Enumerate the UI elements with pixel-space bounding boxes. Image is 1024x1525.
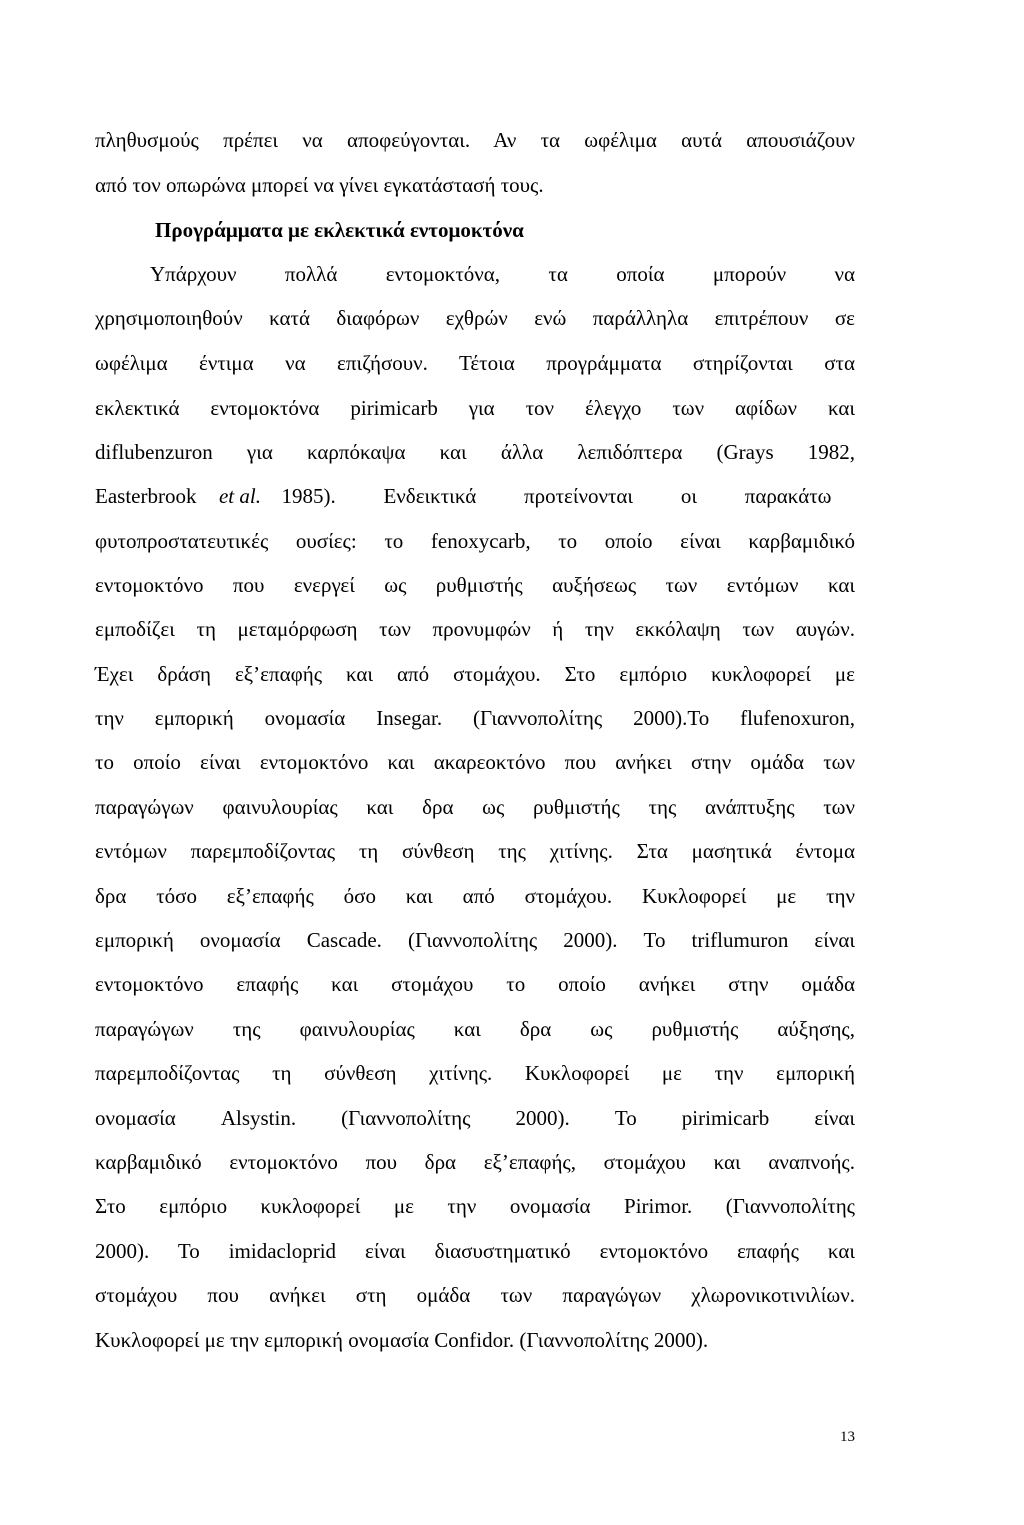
text-line: παραγώγων της φαινυλουρίας και δρα ως ρυθμιστής αύξησης, [95, 1017, 855, 1041]
text-line: 2000). Το imidacloprid είναι διασυστηματικό εντομοκτόνο επαφής και [95, 1239, 855, 1263]
text-line: ονομασία Alsystin. (Γιαννοπολίτης 2000). Το pirimicarb είναι [95, 1106, 855, 1130]
text-line: στομάχου που ανήκει στη ομάδα των παραγώγων χλωρονικοτινιλίων. [95, 1283, 855, 1307]
text-line: δρα τόσο εξ’επαφής όσο και από στομάχου. Κυκλοφορεί με την [95, 884, 855, 908]
text-line: παραγώγων φαινυλουρίας και δρα ως ρυθμιστής της ανάπτυξης των [95, 795, 855, 819]
text-line: χρησιμοποιηθούν κατά διαφόρων εχθρών ενώ παράλληλα επιτρέπουν σε [95, 306, 855, 330]
text-segment: Easterbrook [95, 484, 197, 508]
text-line: εντόμων παρεμποδίζοντας τη σύνθεση της χιτίνης. Στα μασητικά έντομα [95, 839, 855, 863]
text-line: καρβαμιδικό εντομοκτόνο που δρα εξ’επαφής, στομάχου και αναπνοής. [95, 1150, 855, 1174]
text-line: εκλεκτικά εντομοκτόνα pirimicarb για τον έλεγχο των αφίδων και [95, 396, 855, 420]
page-number: 13 [840, 1429, 855, 1445]
text-line: φυτοπροστατευτικές ουσίες: το fenoxycarb, το οποίο είναι καρβαμιδικό [95, 529, 855, 553]
text-line: πληθυσμούς πρέπει να αποφεύγονται. Αν τα ωφέλιμα αυτά απουσιάζουν [95, 128, 855, 152]
text-line: την εμπορική ονομασία Insegar. (Γιαννοπολίτης 2000).Το flufenoxuron, [95, 706, 855, 730]
text-line: Υπάρχουν πολλά εντομοκτόνα, τα οποία μπορούν να [150, 262, 855, 286]
text-line: εντομοκτόνο που ενεργεί ως ρυθμιστής αυξήσεως των εντόμων και [95, 573, 855, 597]
section-heading: Προγράμματα με εκλεκτικά εντομοκτόνα [155, 218, 524, 242]
text-line: το οποίο είναι εντομοκτόνο και ακαρεοκτόνο που ανήκει στην ομάδα των [95, 750, 855, 774]
text-line: Έχει δράση εξ’επαφής και από στομάχου. Στο εμπόριο κυκλοφορεί με [95, 662, 855, 686]
text-line: εμποδίζει τη μεταμόρφωση των προνυμφών ή την εκκόλαψη των αυγών. [95, 617, 855, 641]
text-segment: 1985). Ενδεικτικά προτείνονται οι παρακάτω [281, 484, 832, 508]
text-line: από τον οπωρώνα μπορεί να γίνει εγκατάστασή τους. [95, 173, 544, 197]
text-italic-segment: et al. [218, 484, 261, 508]
text-line-mixed [95, 481, 855, 511]
text-line: εντομοκτόνο επαφής και στομάχου το οποίο ανήκει στην ομάδα [95, 972, 855, 996]
text-line: ωφέλιμα έντιμα να επιζήσουν. Τέτοια προγράμματα στηρίζονται στα [95, 351, 855, 375]
text-line: εμπορική ονομασία Cascade. (Γιαννοπολίτης 2000). Το triflumuron είναι [95, 928, 855, 952]
text-line: diflubenzuron για καρπόκαψα και άλλα λεπιδόπτερα (Grays 1982, [95, 440, 855, 464]
text-line: Στο εμπόριο κυκλοφορεί με την ονομασία Pirimor. (Γιαννοπολίτης [95, 1194, 855, 1218]
text-line: παρεμποδίζοντας τη σύνθεση χιτίνης. Κυκλοφορεί με την εμπορική [95, 1061, 855, 1085]
text-line: Κυκλοφορεί με την εμπορική ονομασία Confidor. (Γιαννοπολίτης 2000). [95, 1328, 709, 1352]
